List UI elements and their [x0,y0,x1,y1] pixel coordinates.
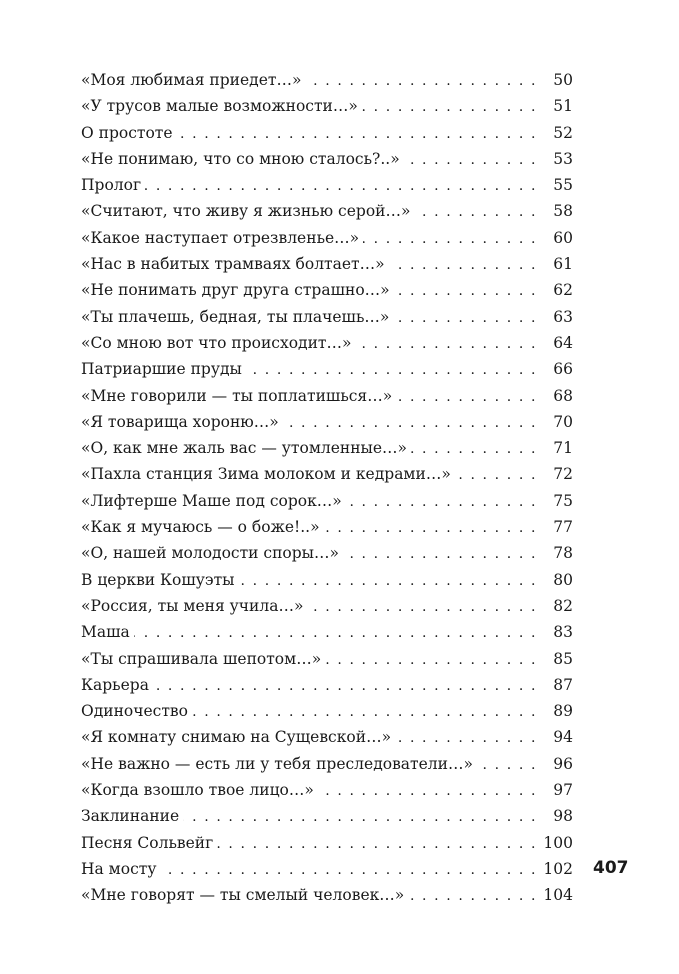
toc-entry-title: «Я товарища хороню…» [81,412,279,431]
toc-entry-page: 96 [553,754,573,773]
toc-entry-title: «Считают, что живу я жизнью серой…» [81,202,411,221]
toc-entry [81,304,573,330]
toc-entry [81,93,573,119]
page-number: 407 [593,858,629,878]
toc-entry [81,435,573,461]
toc-entry [81,646,573,672]
toc-entry-page: 75 [553,491,573,510]
toc-entry-title: «Нас в набитых трамваях болтает…» [81,255,385,274]
toc-entry [81,698,573,724]
toc-entry-title: «Не понимать друг друга страшно…» [81,281,390,300]
toc-entry-page: 66 [553,360,573,379]
dot-leader [396,384,537,410]
dot-leader [414,199,537,225]
dot-leader [283,410,537,436]
toc-entry [81,277,573,303]
dot-leader [394,278,537,304]
toc-entry-title: Маша [81,623,130,642]
toc-entry-page: 68 [553,386,573,405]
toc-entry [81,120,573,146]
dot-leader [346,489,537,515]
toc-entry [81,882,573,908]
dot-leader [455,462,537,488]
dot-leader [239,568,537,594]
toc-entry-page: 94 [553,728,573,747]
toc-entry-title: «Не понимаю, что со мною сталось?..» [81,149,400,168]
toc-entry-page: 98 [553,807,573,826]
toc-entry-title: Песня Сольвейг [81,833,214,852]
toc-entry-page: 102 [543,859,573,878]
toc-entry-title: «О, как мне жаль вас — утомленные…» [81,439,408,458]
toc-entry-title: «Ты спрашивала шепотом…» [81,649,322,668]
toc-entry [81,67,573,93]
toc-entry-page: 78 [553,544,573,563]
dot-leader [356,331,538,357]
toc-entry [81,803,573,829]
toc-entry-page: 58 [553,202,573,221]
dot-leader [217,831,537,857]
toc-entry-title: На мосту [81,859,157,878]
toc-entry-page: 83 [553,623,573,642]
toc-entry-page: 82 [553,596,573,615]
toc-entry-page: 87 [553,675,573,694]
toc-entry-page: 50 [553,71,573,89]
dot-leader [305,68,537,94]
toc-entry [81,409,573,435]
toc-entry-page: 64 [553,333,573,352]
toc-entry [81,751,573,777]
toc-entry-title: «Лифтерше Маше под сорок…» [81,491,342,510]
toc-entry-title: «Не важно — есть ли у тебя преследователи…» [81,754,473,773]
toc-entry-title: Карьера [81,675,149,694]
dot-leader [395,725,537,751]
toc-entry [81,672,573,698]
toc-entry-title: Пролог [81,176,142,195]
toc-entry [81,514,573,540]
toc-entry-title: «Мне говорили — ты поплатишься…» [81,386,393,405]
toc-entry-page: 70 [553,412,573,431]
toc-entry-title: Патриаршие пруды [81,360,242,379]
toc-entry [81,225,573,251]
toc-entry-page: 53 [553,149,573,168]
toc-entry [81,830,573,856]
toc-entry-title: «Какое наступает отрезвленье…» [81,228,360,247]
toc-entry-title: «Когда взошло твое лицо…» [81,781,314,800]
toc-entry [81,383,573,409]
toc-entry-title: «Ты плачешь, бедная, ты плачешь…» [81,307,390,326]
dot-leader [411,436,537,462]
toc-entry-title: «О, нашей молодости споры…» [81,544,339,563]
dot-leader [389,252,537,278]
dot-leader [177,121,537,147]
dot-leader [192,699,537,725]
toc-entry-title: «Моя любимая приедет…» [81,71,302,89]
dot-leader [134,620,537,646]
dot-leader [145,173,537,199]
toc-entry-title: «У трусов малые возможности…» [81,97,358,116]
toc-entry-page: 51 [553,97,573,116]
toc-entry [81,619,573,645]
dot-leader [362,94,537,120]
dot-leader [246,357,537,383]
dot-leader [325,647,537,673]
toc-entry-title: «Мне говорят — ты смелый человек…» [81,886,405,905]
toc-entry [81,488,573,514]
toc-entry-title: «Как я мучаюсь — о боже!..» [81,518,320,537]
toc-entry-title: «Пахла станция Зима молоком и кедрами…» [81,465,451,484]
toc-entry [81,198,573,224]
toc-entry [81,724,573,750]
toc-entry-page: 55 [553,176,573,195]
toc-entry-page: 60 [553,228,573,247]
toc-entry [81,593,573,619]
toc-entry-page: 97 [553,781,573,800]
toc-entry-title: «Со мною вот что происходит…» [81,333,352,352]
dot-leader [183,804,537,830]
toc-entry-title: О простоте [81,123,173,142]
toc-entry [81,856,573,882]
toc-entry [81,356,573,382]
dot-leader [404,147,537,173]
toc-entry [81,777,573,803]
toc-entry [81,251,573,277]
toc-entry-page: 85 [553,649,573,668]
dot-leader [393,305,537,331]
toc-entry-page: 89 [553,702,573,721]
table-of-contents [81,67,573,909]
dot-leader [153,673,537,699]
dot-leader [160,857,537,883]
toc-entry-page: 61 [553,255,573,274]
dot-leader [307,594,537,620]
dot-leader [477,752,537,778]
toc-entry-title: «Я комнату снимаю на Сущевской…» [81,728,392,747]
dot-leader [318,778,537,804]
toc-entry-page: 62 [553,281,573,300]
toc-entry-title: «Россия, ты меня учила…» [81,596,304,615]
toc-entry-page: 52 [553,123,573,142]
toc-entry-page: 77 [553,518,573,537]
toc-entry-page: 63 [553,307,573,326]
toc-entry [81,330,573,356]
toc-entry-page: 71 [553,439,573,458]
dot-leader [324,515,537,541]
toc-entry-title: В церкви Кошуэты [81,570,235,589]
toc-entry [81,461,573,487]
toc-entry-page: 104 [543,886,573,905]
toc-entry-title: Одиночество [81,702,188,721]
dot-leader [343,541,537,567]
toc-entry-page: 100 [543,833,573,852]
dot-leader [363,226,537,252]
toc-entry [81,540,573,566]
toc-entry [81,146,573,172]
toc-entry-page: 80 [553,570,573,589]
toc-entry [81,567,573,593]
toc-entry-page: 72 [553,465,573,484]
toc-entry [81,172,573,198]
dot-leader [408,883,537,909]
toc-entry-title: Заклинание [81,807,180,826]
